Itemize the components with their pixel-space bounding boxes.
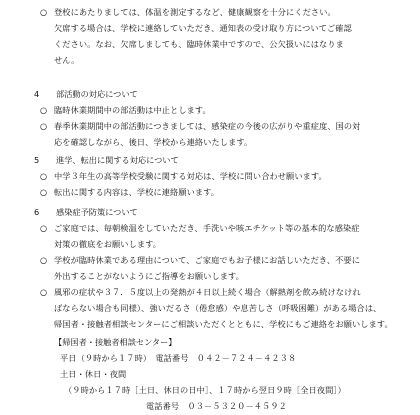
section6-item-1-bullet: ○ [40,223,48,233]
section6-item-2-text-2: 外出することがないようにご指導をお願いします。 [54,271,244,281]
section6-heading [34,206,138,219]
section5-item-1-text: 中学３年生の高等学校受験に関する対応は、学校に問い合わせ願います。 [54,171,327,181]
section4-item-2-text-2: 応を確認しながら、後日、学校から連絡いたします。 [54,137,253,147]
section6-item-3-text-2: ばならない場合も同様）、強いだるさ（倦怠感）や息苦しさ（呼吸困難）がある場合は、 [54,303,382,313]
intro-text-1: 登校にあたりましては、体温を測定するなど、健康観察を十分にください。 [54,7,336,17]
section4-item-1-text: 臨時休業期間中の部活動は中止とします。 [54,105,211,115]
section6-item-1-text-1: ご家庭では、毎朝検温をしていただき、手洗いや咳エチケット等の基本的な感染症 [54,223,360,233]
contact-heading: 【帰国者・接触者相談センター】 [54,337,177,347]
section4-item-1 [40,104,211,117]
section6-title: 感染症予防策について [56,207,138,217]
intro-bullet: ○ [40,7,48,17]
section4-item-2-text-1: 春季休業期間中の部活動につきましては、感染症の今後の広がりや重症度、国の対 [54,121,361,131]
section6-item-3-text-3: 帰国者・接触者相談センターにご相談いただくとともに、学校にもご連絡をお願いします。 [54,319,393,329]
section5-item-2-bullet: ○ [40,187,48,197]
contact-weekday: 平日（９時から１７時） 電話番号 ０４２－７２４－４２３８ [60,353,297,363]
section6-item-1-text-2: 対策の徹底をお願いします。 [54,239,162,249]
section6-item-3 [40,286,361,299]
section4-number: 4 [34,89,40,99]
section6-number: 6 [34,207,40,217]
contact-holiday-label: 土日・休日・夜間 [60,369,127,379]
intro-line-1 [40,6,336,19]
section6-item-2-bullet: ○ [40,255,48,265]
section4-item-2 [40,120,360,133]
section5-item-1 [40,170,327,183]
section6-item-3-text-1: 風邪の症状や３７．５度以上の発熱が４日以上続く場合（解熱剤を飲み続けなけれ [54,287,361,297]
section4-item-2-bullet: ○ [40,121,48,131]
section5-item-1-bullet: ○ [40,171,48,181]
section6-item-3-bullet: ○ [40,287,48,297]
intro-line-4: せん。 [54,55,80,65]
section4-item-1-bullet: ○ [40,105,48,115]
section6-item-2 [40,254,360,267]
section5-item-2 [40,186,219,199]
section5-heading [34,154,179,167]
section5-number: 5 [34,155,40,165]
section6-item-1 [40,222,360,235]
intro-line-2: 欠席する場合は、学校に連絡していただき、通知表の受け取り方についてご確認 [54,23,352,33]
section5-title: 進学、転出に関する対応について [56,155,179,165]
section4-heading [34,88,138,101]
contact-holiday-hours: （９時から１７時［土日、休日の日中］、１７時から翌日９時［全日夜間］） [64,385,346,395]
contact-holiday-phone: 電話番号 ０３－５３２０－４５９２ [146,401,287,411]
section4-title: 部活動の対応について [56,89,138,99]
section5-item-2-text: 転出に関する内容は、学校に連絡願います。 [54,187,220,197]
section6-item-2-text-1: 学校が臨時休業である理由について、ご家庭でもお子様にお話しいただき、不要に [54,255,360,265]
intro-line-3: ください。なお、欠席しましても、臨時休業中ですので、公欠扱いにはなりま [54,39,344,49]
